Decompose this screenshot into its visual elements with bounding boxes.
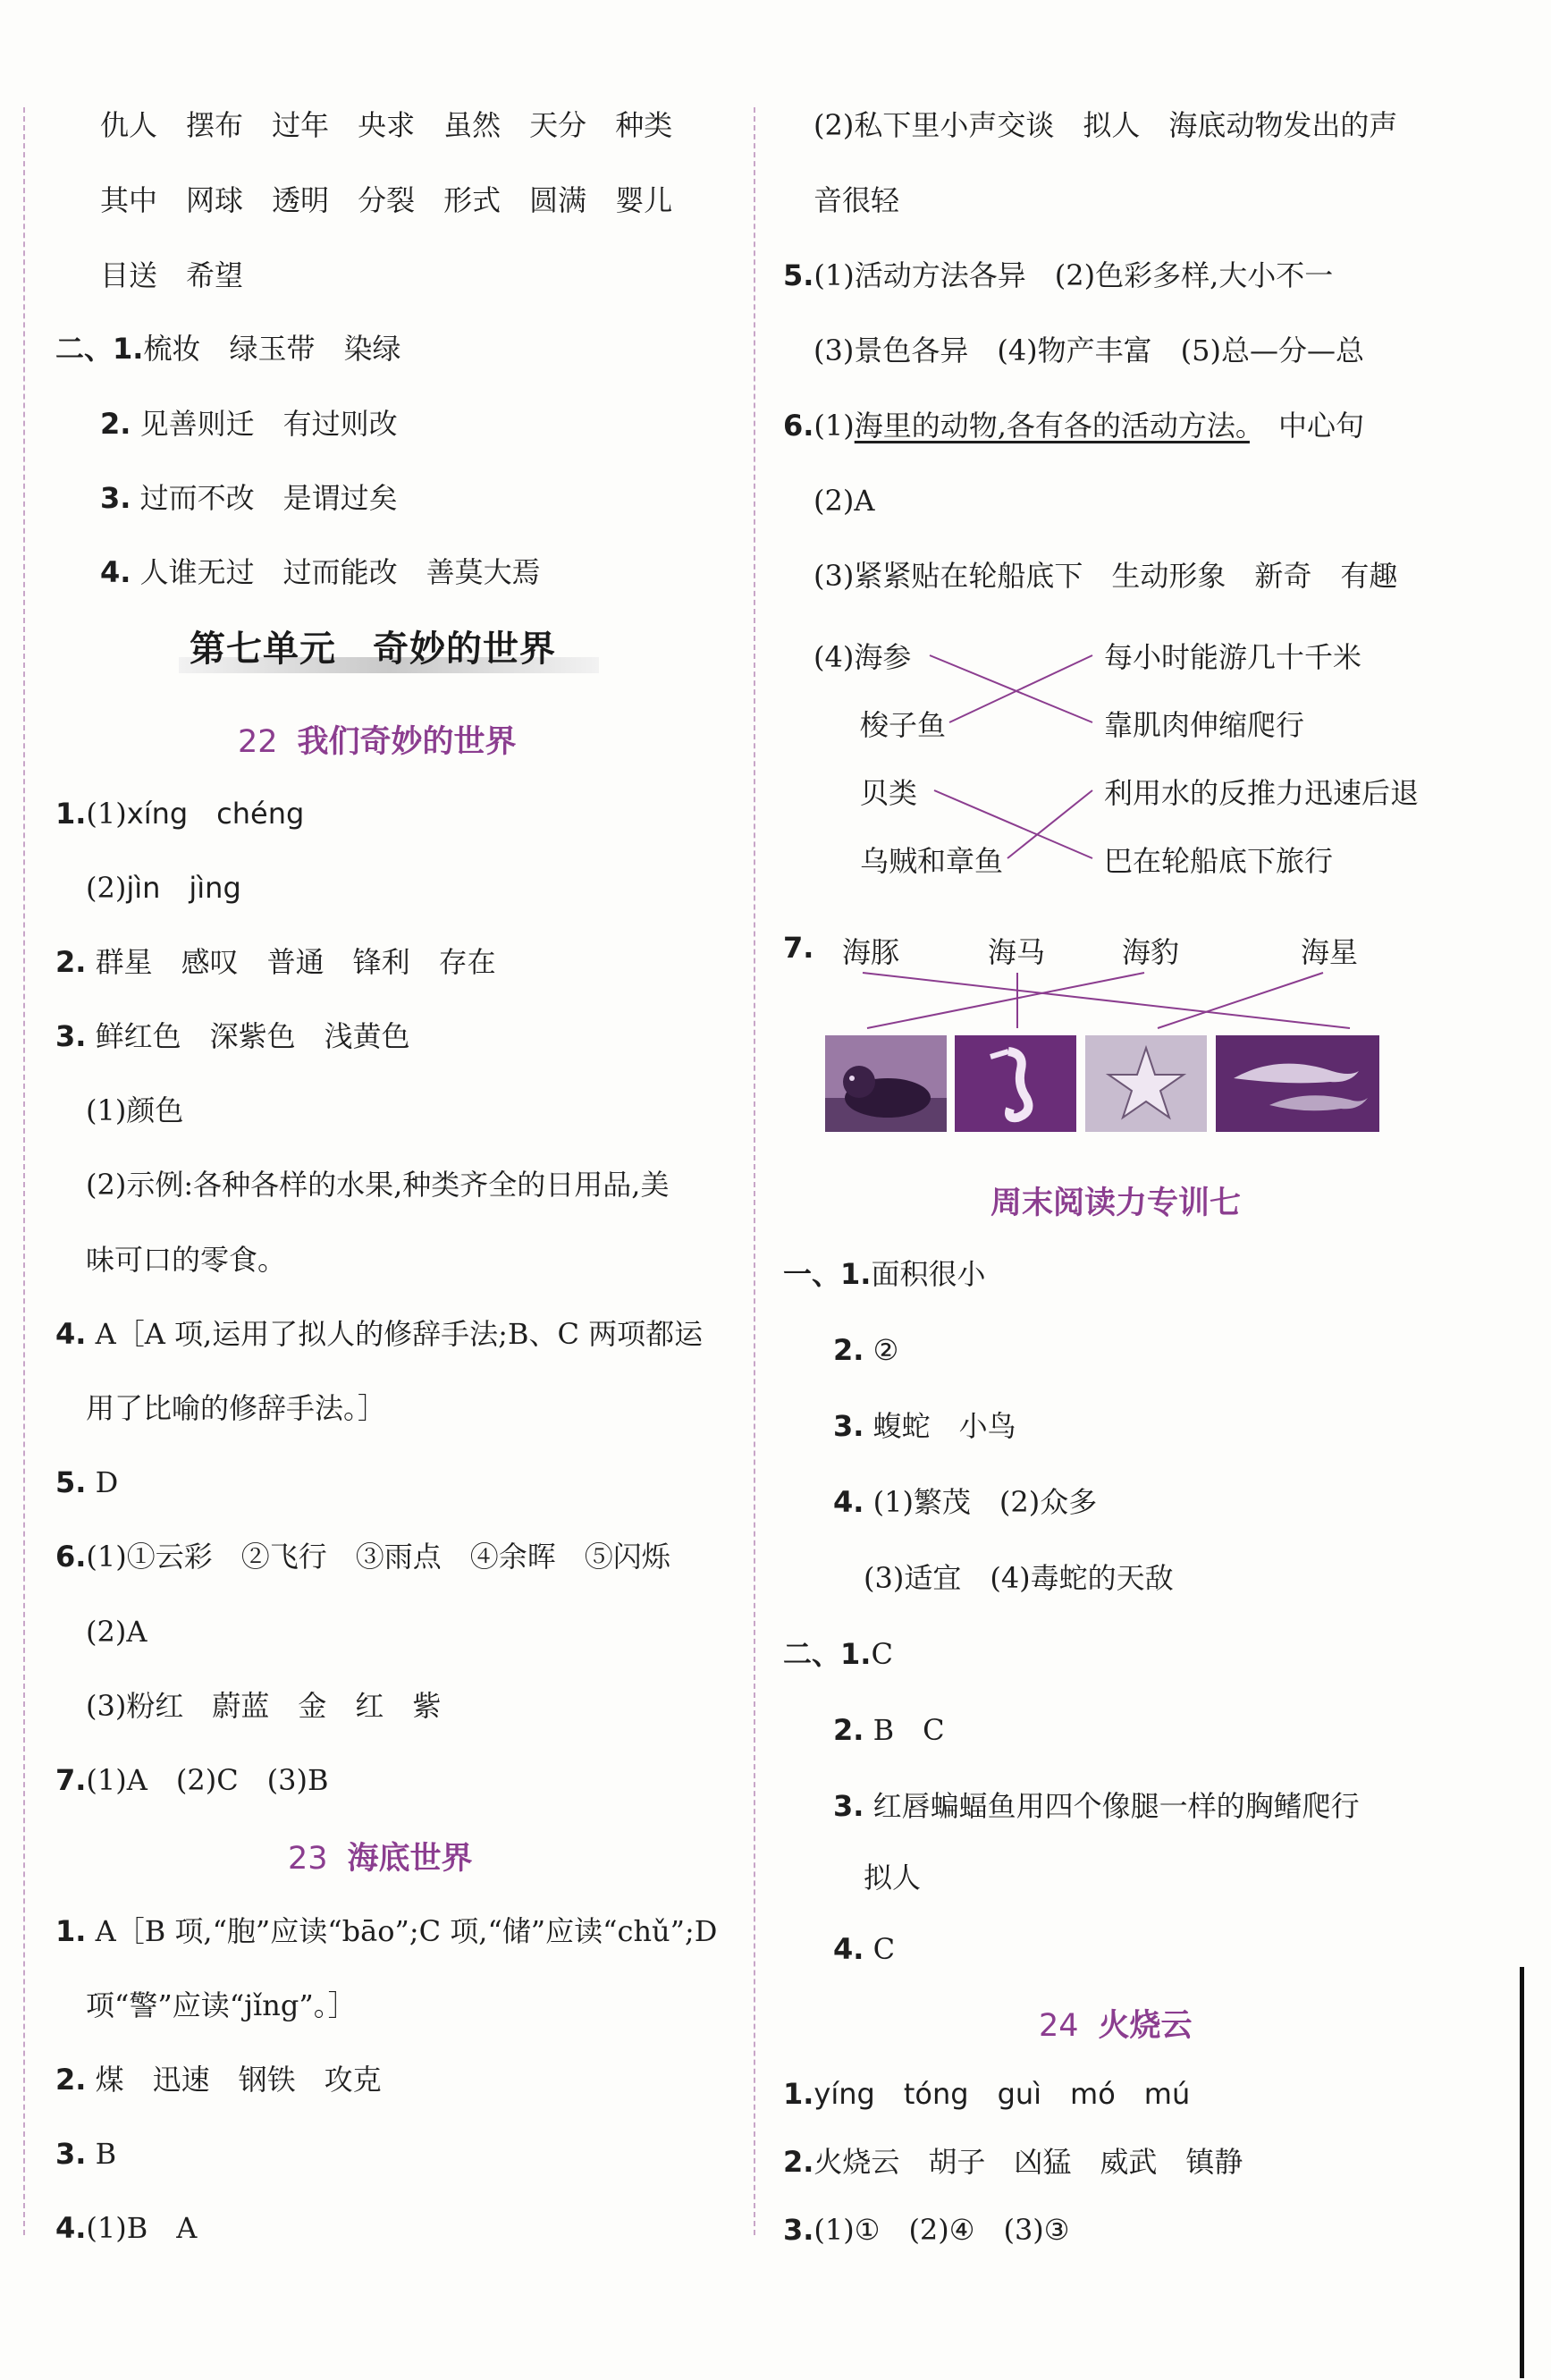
l22-q4-line2: 用了比喻的修辞手法。］ [86,1391,387,1425]
match-left-2: 梭子鱼 [860,708,947,742]
animal-match-lines [760,0,1529,1162]
w-sec2-q2: 2. B C [833,1713,945,1747]
central-sentence: 海里的动物,各有各的活动方法。 [854,409,1250,443]
w-sec1-q1: 一、1.面积很小 [783,1257,986,1291]
l22-q5: 5. D [55,1465,119,1499]
r-cont-line1: (2)私下里小声交谈 拟人 海底动物发出的声 [813,108,1398,142]
r-q5-line2: (3)景色各异 (4)物产丰富 (5)总—分—总 [813,333,1364,367]
dolphin-photo [1216,1035,1379,1132]
l22-q3b-line2: 味可口的零食。 [86,1243,287,1277]
animal-label-seahorse: 海马 [988,935,1046,969]
lesson-24-title: 24 火烧云 [1039,2008,1193,2044]
animal-line-4 [1158,973,1323,1028]
l23-q2: 2. 煤 迅速 钢铁 攻克 [55,2063,382,2097]
match-right-1: 每小时能游几十千米 [1104,640,1362,674]
word-row-1: 仇人 摆布 过年 央求 虽然 天分 种类 [100,108,673,142]
animal-label-starfish: 海星 [1301,935,1359,969]
r-q6c: (3)紧紧贴在轮船底下 生动形象 新奇 有趣 [813,559,1398,593]
r-q7-number: 7. [783,931,814,965]
seahorse-photo [955,1035,1076,1132]
match-left-4: 乌贼和章鱼 [860,844,1004,878]
word-row-3: 目送 希望 [100,258,244,292]
l22-q3a: (1)颜色 [86,1093,184,1127]
w-sec1-q4b: (3)适宜 (4)毒蛇的天敌 [864,1561,1174,1595]
starfish-photo [1085,1035,1207,1132]
w-sec2-q3a: 3. 红唇蝙蝠鱼用四个像腿一样的胸鳍爬行 [833,1789,1360,1823]
unit-title: 第七单元 奇妙的世界 [190,629,556,670]
word-row-2: 其中 网球 透明 分裂 形式 圆满 婴儿 [100,183,673,217]
w-sec2-q4: 4. C [833,1932,896,1966]
r-q6-line1: 6.(1)海里的动物,各有各的活动方法。 中心句 [783,409,1364,443]
l22-q4-line1: 4. A［A 项,运用了拟人的修辞手法;B、C 两项都运 [55,1317,704,1351]
r-q5-line1: 5.(1)活动方法各异 (2)色彩多样,大小不一 [783,258,1334,292]
l22-q3: 3. 鲜红色 深紫色 浅黄色 [55,1019,410,1053]
l22-q3b-line1: (2)示例:各种各样的水果,种类齐全的日用品,美 [86,1168,670,1202]
sec2-item-4: 4. 人谁无过 过而能改 善莫大焉 [100,555,541,589]
w-sec1-q3: 3. 蝮蛇 小鸟 [833,1409,1016,1443]
l24-q1: 1.yíng tóng guì mó mú [783,2077,1191,2111]
match-left-1: (4)海参 [813,640,912,674]
l23-q1-line1: 1. A［B 项,“胞”应读“bāo”;C 项,“储”应读“chǔ”;D [55,1914,718,1948]
l22-q7: 7.(1)A (2)C (3)B [55,1763,329,1797]
w-sec2-q3b: 拟人 [864,1861,922,1895]
sec2-item-1: 二、1.梳妆 绿玉带 染绿 [55,332,401,366]
w-sec1-q2: 2. ② [833,1333,899,1367]
sec2-item-2: 2. 见善则迁 有过则改 [100,407,398,441]
weekend-training-title: 周末阅读力专训七 [990,1186,1242,1221]
l22-q6b: (2)A [86,1615,148,1649]
animal-label-seal: 海豹 [1122,935,1180,969]
w-sec1-q4a: 4. (1)繁茂 (2)众多 [833,1485,1098,1519]
animal-label-dolphin: 海豚 [842,935,900,969]
match-right-3: 利用水的反推力迅速后退 [1104,776,1420,810]
l23-q1-line2: 项“警”应读“jǐng”。］ [86,1988,357,2022]
left-margin-line [23,107,25,2235]
page-edge-bar [1520,1967,1524,2378]
sec2-item-3: 3. 过而不改 是谓过矣 [100,481,398,515]
l24-q3: 3.(1)① (2)④ (3)③ [783,2213,1070,2247]
l22-q6a: 6.(1)①云彩 ②飞行 ③雨点 ④余晖 ⑤闪烁 [55,1540,670,1574]
l22-q1b: (2)jìn jìng [86,871,241,905]
l22-q1a: 1.(1)xíng chéng [55,797,305,831]
match-left-3: 贝类 [860,776,918,810]
r-q6b: (2)A [813,484,875,518]
match-right-4: 巴在轮船底下旅行 [1104,844,1334,878]
r-cont-line2: 音很轻 [813,183,900,217]
l23-q4: 4.(1)B A [55,2211,198,2245]
seal-photo [825,1035,947,1132]
lesson-22-title: 22 我们奇妙的世界 [238,724,517,760]
w-sec2-q1: 二、1.C [783,1637,893,1671]
l22-q6c: (3)粉红 蔚蓝 金 红 紫 [86,1689,442,1723]
l22-q2: 2. 群星 感叹 普通 锋利 存在 [55,945,496,979]
l23-q3: 3. B [55,2137,117,2171]
l24-q2: 2.火烧云 胡子 凶猛 威武 镇静 [783,2145,1243,2179]
column-divider [754,107,755,2235]
match-right-2: 靠肌肉伸缩爬行 [1104,708,1305,742]
lesson-23-title: 23 海底世界 [288,1841,473,1877]
